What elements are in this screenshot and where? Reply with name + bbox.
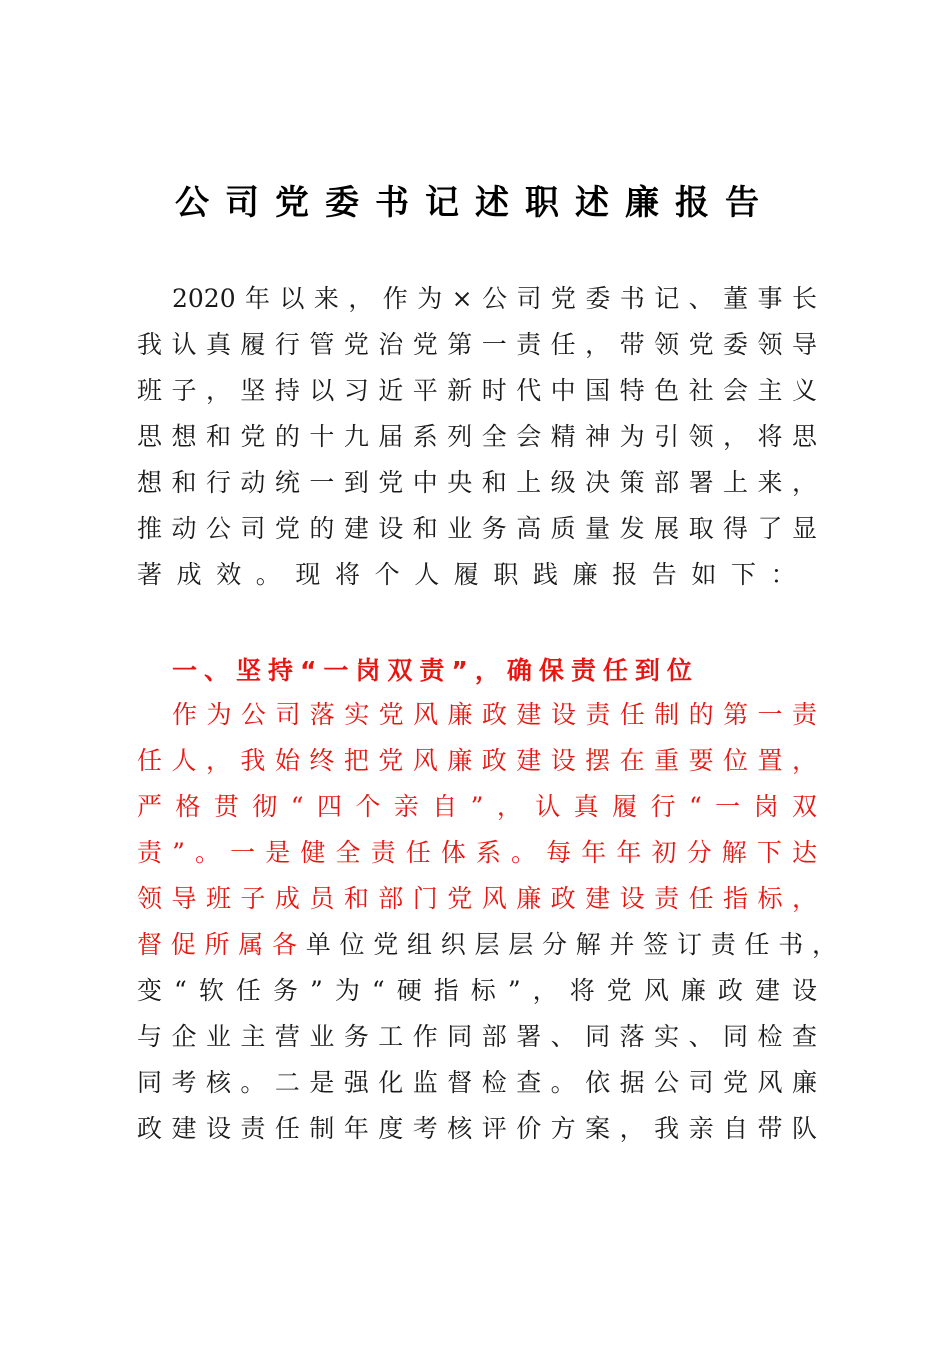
section1-line-2: 任人，我始终把党风廉政建设摆在重要位置，: [137, 746, 817, 775]
document-title: 公司党委书记述职述廉报告: [175, 183, 775, 223]
section1-line-6-red: 督促所属各: [137, 930, 306, 959]
intro-line-6: 推动公司党的建设和业务高质量发展取得了显: [137, 514, 817, 543]
section1-line-9: 同考核。二是强化监督检查。依据公司党风廉: [137, 1068, 817, 1097]
section1-line-1: 作为公司落实党风廉政建设责任制的第一责: [172, 700, 817, 729]
section1-line-7: 变“软任务”为“硬指标”，将党风廉政建设: [137, 976, 817, 1005]
section1-line-8: 与企业主营业务工作同部署、同落实、同检查: [137, 1022, 817, 1051]
intro-line-3: 班子，坚持以习近平新时代中国特色社会主义: [137, 376, 817, 405]
intro-line-2: 我认真履行管党治党第一责任，带领党委领导: [137, 330, 817, 359]
intro-line-4: 思想和党的十九届系列全会精神为引领，将思: [137, 422, 817, 451]
section1-line-6: [137, 922, 837, 968]
section1-line-5: 领导班子成员和部门党风廉政建设责任指标，: [137, 884, 817, 913]
section1-line-3: 严格贯彻“四个亲自”，认真履行“一岗双: [137, 792, 817, 821]
intro-line-7: 著成效。现将个人履职践廉报告如下：: [137, 560, 811, 589]
section1-line-4: 责”。一是健全责任体系。每年年初分解下达: [137, 838, 817, 867]
intro-line-5: 想和行动统一到党中央和上级决策部署上来，: [137, 468, 817, 497]
section1-line-10: 政建设责任制年度考核评价方案，我亲自带队: [137, 1114, 817, 1143]
section-heading-1: 一、坚持“一岗双责”，确保责任到位: [172, 656, 699, 685]
section1-line-6-black: 单位党组织层层分解并签订责任书，: [305, 930, 837, 959]
intro-line-1: 2020年以来，作为×公司党委书记、董事长: [172, 284, 817, 313]
